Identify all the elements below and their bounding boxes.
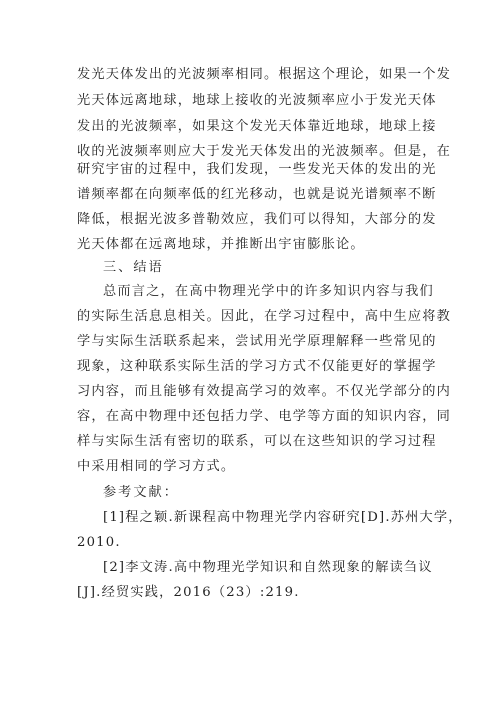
references-heading: 参考文献： xyxy=(103,485,179,500)
reference-line: [J].经贸实践，2016（23）:219. xyxy=(77,585,300,600)
paragraph-line: 容，在高中物理中还包括力学、电学等方面的知识内容，同 xyxy=(77,409,452,424)
paragraph-line: 中采用相同的学习方式。 xyxy=(77,459,236,474)
reference-line: [1]程之颖.新课程高中物理光学内容研究[D].苏州大学， xyxy=(103,510,463,525)
paragraph-line: 谱频率都在向频率低的红光移动，也就是说光谱频率不断 xyxy=(77,187,437,202)
section-heading: 三、结语 xyxy=(103,260,164,275)
paragraph-line: 光天体远离地球，地球上接收的光波频率应小于发光天体 xyxy=(77,93,437,108)
paragraph-line: 现象，这种联系实际生活的学习方式不仅能更好的掌握学 xyxy=(77,359,437,374)
paragraph-line: 样与实际生活有密切的联系，可以在这些知识的学习过程 xyxy=(77,434,437,449)
paragraph-line: 收的光波频率则应大于发光天体发出的光波频率。但是，在 xyxy=(77,144,452,159)
paragraph-line: 降低，根据光波多普勒效应，我们可以得知，大部分的发 xyxy=(77,212,437,227)
reference-line: [2]李文涛.高中物理光学知识和自然现象的解读刍议 xyxy=(103,560,433,575)
paragraph-line: 发出的光波频率，如果这个发光天体靠近地球，地球上接 xyxy=(77,119,437,134)
paragraph-line: 学与实际生活联系起来，尝试用光学原理解释一些常见的 xyxy=(77,334,437,349)
paragraph-line: 的实际生活息息相关。因此，在学习过程中，高中生应将教 xyxy=(77,309,452,324)
paragraph-line: 习内容，而且能够有效提高学习的效率。不仅光学部分的内 xyxy=(77,384,452,399)
paragraph-line: 研究宇宙的过程中，我们发现，一些发光天体的发出的光 xyxy=(77,162,437,177)
paragraph-line: 发光天体发出的光波频率相同。根据这个理论，如果一个发 xyxy=(77,67,452,82)
paragraph-line: 光天体都在远离地球，并推断出宇宙膨胀论。 xyxy=(77,237,365,252)
paragraph-line: 总而言之，在高中物理光学中的许多知识内容与我们 xyxy=(103,284,434,299)
reference-line: 2010. xyxy=(77,535,121,550)
